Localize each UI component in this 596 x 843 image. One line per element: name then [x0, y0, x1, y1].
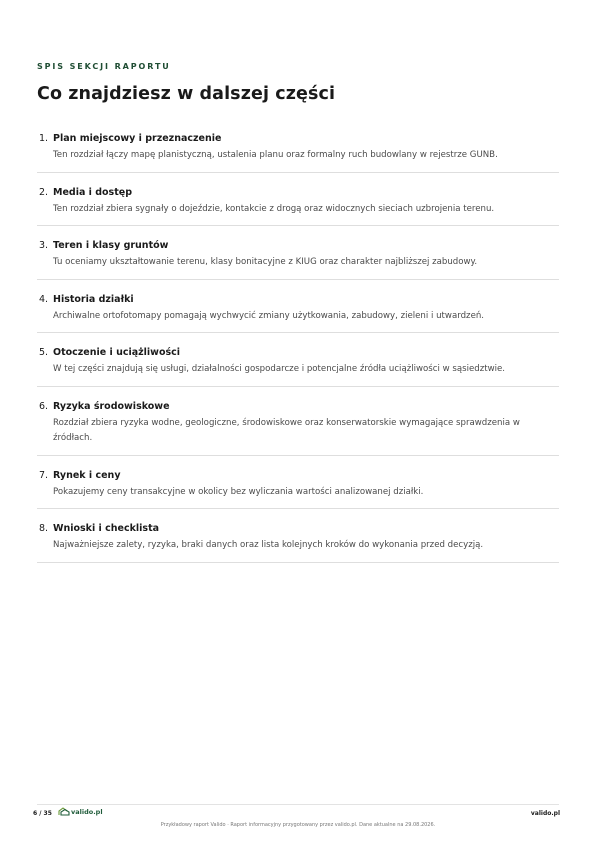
- section-eyebrow: SPIS SEKCJI RAPORTU: [37, 62, 171, 71]
- toc-item-description: W tej części znajdują się usługi, działalności gospodarcze i potencjalne źródła uciążliwości w sąsiedztwie.: [53, 364, 506, 374]
- toc-item-media[interactable]: [37, 186, 559, 227]
- toc-item-title: Historia działki: [53, 293, 134, 305]
- page-number: 6 / 35: [33, 810, 52, 817]
- toc-item-title: Ryzyka środowiskowe: [53, 400, 170, 412]
- toc-item-title: Rynek i ceny: [53, 469, 121, 481]
- toc-item-surroundings[interactable]: [37, 346, 559, 387]
- house-icon: [58, 807, 70, 816]
- page-title: Co znajdziesz w dalszej części: [37, 84, 336, 104]
- toc-item-environmental-risks[interactable]: [37, 400, 559, 456]
- toc-item-description: Najważniejsze zalety, ryzyka, braki danych oraz lista kolejnych kroków do wykonania przed decyzją.: [53, 540, 484, 550]
- logo-text: valido.pl: [71, 807, 103, 816]
- toc-item-number: 1.: [39, 133, 49, 144]
- toc-item-number: 4.: [39, 293, 49, 305]
- toc-item-title: Teren i klasy gruntów: [53, 240, 169, 251]
- toc-item-number: 8.: [39, 523, 49, 534]
- toc-item-description: Tu oceniamy ukształtowanie terenu, klasy bonitacyjne z KIUG oraz charakter najbliższej zabudowy.: [53, 257, 478, 267]
- toc-item-number: 7.: [39, 469, 49, 481]
- toc-item-number: 5.: [39, 347, 49, 358]
- site-link[interactable]: valido.pl: [530, 810, 560, 817]
- toc-item-title: Otoczenie i uciążliwości: [53, 347, 181, 358]
- toc-item-history[interactable]: [37, 293, 559, 334]
- toc-item-description: Ten rozdział łączy mapę planistyczną, ustalenia planu oraz formalny ruch budowlany w rejestrze GUNB.: [53, 150, 498, 160]
- footer-disclaimer: Przykładowy raport Valido · Raport informacyjny przygotowany przez valido.pl. Dane aktualne na 29.08.2026.: [160, 822, 436, 828]
- footer-divider: [37, 804, 559, 805]
- toc-item-market[interactable]: [37, 469, 559, 510]
- valido-logo: [58, 807, 103, 816]
- toc-item-terrain[interactable]: [37, 239, 559, 280]
- toc-item-description: Ten rozdział zbiera sygnały o dojeździe, kontakcie z drogą oraz widocznych sieciach uzbrojenia terenu.: [53, 203, 495, 214]
- toc-item-number: 2.: [39, 186, 49, 198]
- toc-item-description: Archiwalne ortofotomapy pomagają wychwycić zmiany użytkowania, zabudowy, zieleni i utwardzeń.: [53, 310, 485, 321]
- toc-item-description: Pokazujemy ceny transakcyjne w okolicy bez wyliczania wartości analizowanej działki.: [53, 486, 424, 497]
- toc-item-title: Media i dostęp: [53, 186, 133, 198]
- toc-item-description: Rozdział zbiera ryzyka wodne, geologiczne, środowiskowe oraz konserwatorskie wymagające sprawdzenia w źródłach.: [53, 417, 520, 443]
- toc-item-title: Wnioski i checklista: [53, 523, 160, 534]
- toc-item-conclusions[interactable]: [37, 522, 559, 563]
- toc-item-number: 3.: [39, 240, 49, 251]
- table-of-contents: [37, 132, 559, 576]
- toc-item-number: 6.: [39, 400, 49, 412]
- toc-item-title: Plan miejscowy i przeznaczenie: [53, 133, 222, 144]
- toc-item-plan[interactable]: [37, 132, 559, 173]
